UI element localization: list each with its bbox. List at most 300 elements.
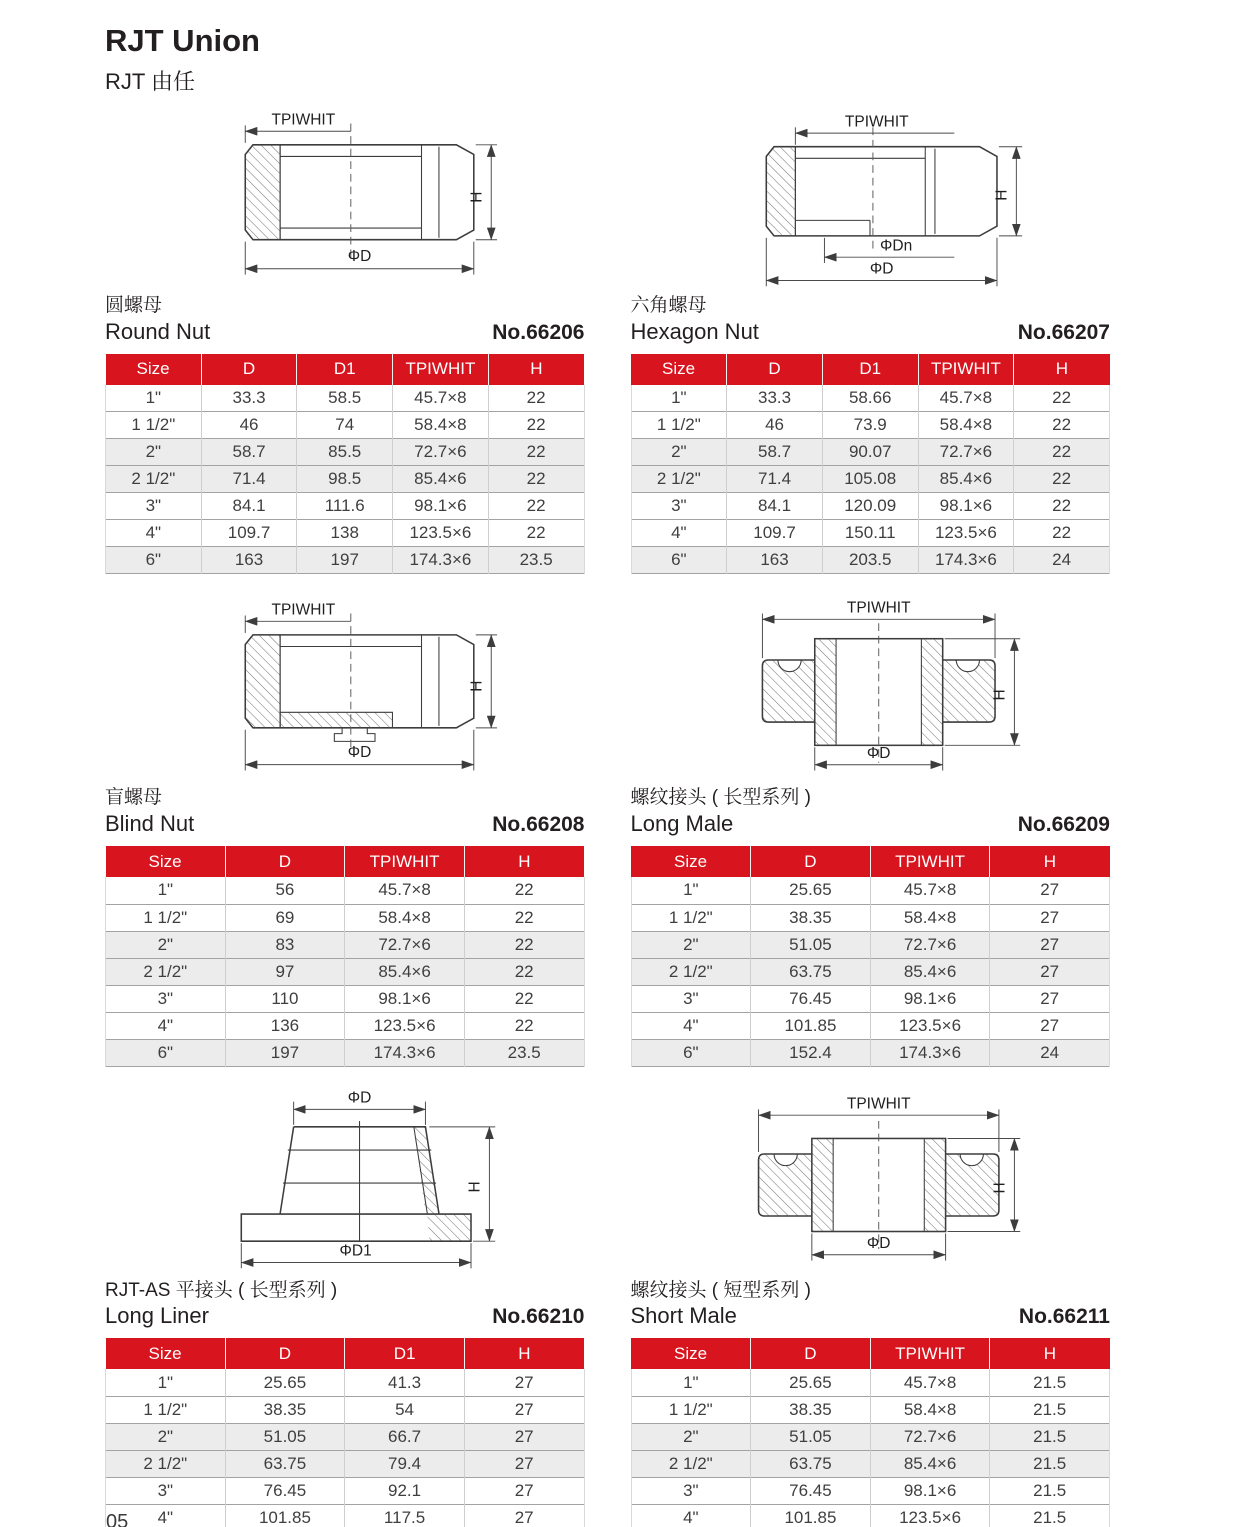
dimension-label-tpiwhit: TPIWHIT xyxy=(847,1095,911,1113)
table-row xyxy=(631,1423,1110,1450)
dimension-label-d: ΦD xyxy=(867,744,891,762)
table-cell: 74 xyxy=(297,412,393,439)
table-cell: 45.7×8 xyxy=(345,877,465,904)
part-number: No.66210 xyxy=(492,1305,585,1329)
part-number: No.66211 xyxy=(1018,1305,1110,1329)
table-cell: 21.5 xyxy=(990,1396,1110,1423)
section-title-en: Hexagon Nut xyxy=(630,318,759,344)
table-cell: 46 xyxy=(201,412,297,439)
table-cell: 72.7×6 xyxy=(345,931,465,958)
section-title-cn: 螺纹接头 ( 长型系列 ) xyxy=(630,787,811,809)
table-cell: 76.45 xyxy=(751,1477,871,1504)
table-cell: 101.85 xyxy=(225,1504,345,1527)
round-nut-drawing-svg xyxy=(185,108,505,292)
table-cell: 45.7×8 xyxy=(393,385,489,412)
table-cell: 1" xyxy=(631,385,727,412)
sections-grid xyxy=(105,106,1110,1527)
table-cell: 85.4×6 xyxy=(393,466,489,493)
table-cell: 21.5 xyxy=(990,1423,1110,1450)
table-cell: 27 xyxy=(990,877,1110,904)
short-male-table xyxy=(631,1338,1111,1527)
table-cell: 27 xyxy=(464,1423,584,1450)
table-row xyxy=(106,493,585,520)
table-cell: 163 xyxy=(201,547,297,574)
hexagon-nut-drawing-svg xyxy=(710,106,1030,295)
table-cell: 66.7 xyxy=(345,1423,465,1450)
table-row xyxy=(106,904,585,931)
table-cell: 123.5×6 xyxy=(345,1012,465,1039)
table-cell: 1 1/2" xyxy=(631,904,751,931)
table-cell: 123.5×6 xyxy=(870,1012,990,1039)
section-round-nut xyxy=(105,106,585,574)
table-cell: 84.1 xyxy=(201,493,297,520)
table-row xyxy=(106,1039,585,1066)
table-cell: 71.4 xyxy=(727,466,823,493)
column-header: D xyxy=(727,354,823,385)
table-cell: 27 xyxy=(464,1477,584,1504)
table-cell: 138 xyxy=(297,520,393,547)
table-cell: 27 xyxy=(990,958,1110,985)
table-cell: 71.4 xyxy=(201,466,297,493)
dimension-label-tpiwhit: TPIWHIT xyxy=(845,112,909,130)
table-cell: 21.5 xyxy=(990,1504,1110,1527)
column-header: D1 xyxy=(822,354,918,385)
table-cell: 22 xyxy=(464,904,584,931)
section-title-en: Blind Nut xyxy=(105,811,195,837)
table-row xyxy=(631,1477,1110,1504)
table-row xyxy=(631,877,1110,904)
table-cell: 85.5 xyxy=(297,439,393,466)
table-cell: 120.09 xyxy=(822,493,918,520)
table-cell: 58.4×8 xyxy=(918,412,1014,439)
table-cell: 22 xyxy=(1014,385,1110,412)
table-cell: 2" xyxy=(106,1423,226,1450)
hexagon-nut-drawing xyxy=(631,106,1111,294)
table-cell: 83 xyxy=(225,931,345,958)
table-cell: 22 xyxy=(488,493,584,520)
table-cell: 90.07 xyxy=(822,439,918,466)
table-row xyxy=(631,1039,1110,1066)
dimension-label-tpiwhit: TPIWHIT xyxy=(271,111,335,129)
table-cell: 22 xyxy=(488,439,584,466)
table-cell: 3" xyxy=(631,1477,751,1504)
table-cell: 25.65 xyxy=(751,1369,871,1396)
section-heading xyxy=(105,786,585,837)
section-long-male xyxy=(631,598,1111,1066)
column-header: TPIWHIT xyxy=(918,354,1014,385)
table-cell: 4" xyxy=(106,1012,226,1039)
table-cell: 2" xyxy=(631,1423,751,1450)
table-cell: 58.7 xyxy=(201,439,297,466)
table-cell: 22 xyxy=(488,520,584,547)
section-title-cn: 六角螺母 xyxy=(630,295,707,317)
table-cell: 109.7 xyxy=(201,520,297,547)
column-header: TPIWHIT xyxy=(870,1338,990,1369)
table-cell: 197 xyxy=(297,547,393,574)
table-cell: 1" xyxy=(631,1369,751,1396)
dimension-label-tpiwhit: TPIWHIT xyxy=(847,599,911,617)
table-cell: 72.7×6 xyxy=(393,439,489,466)
column-header: TPIWHIT xyxy=(345,846,465,877)
table-cell: 101.85 xyxy=(751,1012,871,1039)
table-cell: 23.5 xyxy=(488,547,584,574)
table-cell: 76.45 xyxy=(225,1477,345,1504)
long-liner-drawing xyxy=(105,1091,585,1279)
table-row xyxy=(631,958,1110,985)
column-header: D xyxy=(751,846,871,877)
part-number: No.66209 xyxy=(1017,813,1110,837)
table-cell: 85.4×6 xyxy=(870,1450,990,1477)
section-heading xyxy=(105,1279,585,1330)
table-cell: 21.5 xyxy=(990,1369,1110,1396)
table-cell: 2 1/2" xyxy=(106,958,226,985)
table-cell: 174.3×6 xyxy=(870,1039,990,1066)
table-cell: 22 xyxy=(464,985,584,1012)
table-cell: 98.1×6 xyxy=(393,493,489,520)
blind-nut-drawing-svg xyxy=(185,600,505,784)
table-row xyxy=(106,1450,585,1477)
table-cell: 174.3×6 xyxy=(393,547,489,574)
table-cell: 58.5 xyxy=(297,385,393,412)
blind-nut-drawing xyxy=(105,598,585,786)
table-cell: 58.4×8 xyxy=(345,904,465,931)
section-heading xyxy=(631,1279,1111,1330)
table-cell: 22 xyxy=(1014,466,1110,493)
table-row xyxy=(106,520,585,547)
table-cell: 27 xyxy=(464,1450,584,1477)
table-row xyxy=(631,985,1110,1012)
table-cell: 27 xyxy=(990,985,1110,1012)
table-row xyxy=(106,1504,585,1527)
table-cell: 117.5 xyxy=(345,1504,465,1527)
table-cell: 98.1×6 xyxy=(918,493,1014,520)
table-cell: 58.4×8 xyxy=(870,904,990,931)
table-cell: 4" xyxy=(106,520,202,547)
column-header: TPIWHIT xyxy=(393,354,489,385)
round-nut-drawing xyxy=(105,106,585,294)
table-cell: 72.7×6 xyxy=(870,1423,990,1450)
table-cell: 72.7×6 xyxy=(918,439,1014,466)
column-header: Size xyxy=(631,354,727,385)
table-cell: 4" xyxy=(631,1012,751,1039)
table-cell: 27 xyxy=(464,1504,584,1527)
part-number: No.66207 xyxy=(1017,320,1110,344)
section-heading xyxy=(105,294,585,345)
table-cell: 6" xyxy=(631,1039,751,1066)
table-cell: 123.5×6 xyxy=(870,1504,990,1527)
table-row xyxy=(106,958,585,985)
table-cell: 51.05 xyxy=(225,1423,345,1450)
table-cell: 21.5 xyxy=(990,1477,1110,1504)
dimension-label-d: ΦD xyxy=(867,1235,891,1253)
section-short-male xyxy=(631,1091,1111,1527)
section-title-en: Round Nut xyxy=(105,318,211,344)
table-cell: 92.1 xyxy=(345,1477,465,1504)
table-row xyxy=(106,931,585,958)
table-cell: 6" xyxy=(631,547,727,574)
table-row xyxy=(631,547,1110,574)
table-row xyxy=(106,439,585,466)
table-cell: 3" xyxy=(106,985,226,1012)
table-cell: 1" xyxy=(106,877,226,904)
table-cell: 27 xyxy=(464,1396,584,1423)
table-cell: 174.3×6 xyxy=(345,1039,465,1066)
table-cell: 1 1/2" xyxy=(631,1396,751,1423)
table-cell: 2 1/2" xyxy=(106,466,202,493)
table-cell: 97 xyxy=(225,958,345,985)
table-cell: 2 1/2" xyxy=(631,466,727,493)
table-cell: 84.1 xyxy=(727,493,823,520)
table-cell: 24 xyxy=(990,1039,1110,1066)
dimension-label-d: ΦD xyxy=(347,1090,372,1107)
dimension-label-d: ΦD xyxy=(347,744,372,762)
table-cell: 2" xyxy=(106,439,202,466)
table-cell: 3" xyxy=(631,985,751,1012)
long-male-drawing xyxy=(631,598,1111,786)
section-long-liner xyxy=(105,1091,585,1527)
table-row xyxy=(106,412,585,439)
long-liner-drawing-svg xyxy=(185,1090,505,1279)
table-row xyxy=(631,439,1110,466)
table-cell: 22 xyxy=(488,385,584,412)
section-heading xyxy=(631,294,1111,345)
table-cell: 38.35 xyxy=(751,904,871,931)
section-title-en: Short Male xyxy=(630,1303,737,1329)
section-title-en: Long Liner xyxy=(105,1303,209,1329)
table-row xyxy=(106,547,585,574)
table-cell: 3" xyxy=(106,1477,226,1504)
column-header: Size xyxy=(106,846,226,877)
column-header: H xyxy=(990,1338,1110,1369)
section-title-cn: 圆螺母 xyxy=(105,295,163,317)
table-cell: 85.4×6 xyxy=(870,958,990,985)
table-row xyxy=(631,904,1110,931)
table-cell: 27 xyxy=(990,904,1110,931)
table-cell: 22 xyxy=(464,958,584,985)
table-cell: 197 xyxy=(225,1039,345,1066)
table-cell: 25.65 xyxy=(225,1369,345,1396)
column-header: H xyxy=(990,846,1110,877)
table-cell: 72.7×6 xyxy=(870,931,990,958)
table-cell: 23.5 xyxy=(464,1039,584,1066)
table-cell: 1 1/2" xyxy=(106,1396,226,1423)
table-cell: 41.3 xyxy=(345,1369,465,1396)
table-cell: 1 1/2" xyxy=(631,412,727,439)
table-cell: 63.75 xyxy=(225,1450,345,1477)
table-cell: 1 1/2" xyxy=(106,904,226,931)
table-cell: 54 xyxy=(345,1396,465,1423)
table-cell: 6" xyxy=(106,1039,226,1066)
table-cell: 45.7×8 xyxy=(918,385,1014,412)
table-cell: 105.08 xyxy=(822,466,918,493)
column-header: D1 xyxy=(297,354,393,385)
section-title-cn: 盲螺母 xyxy=(105,787,163,809)
table-cell: 22 xyxy=(1014,412,1110,439)
table-cell: 150.11 xyxy=(822,520,918,547)
blind-nut-table xyxy=(105,846,585,1067)
table-cell: 69 xyxy=(225,904,345,931)
table-cell: 22 xyxy=(488,412,584,439)
column-header: H xyxy=(464,846,584,877)
table-cell: 22 xyxy=(1014,439,1110,466)
table-cell: 58.7 xyxy=(727,439,823,466)
table-cell: 152.4 xyxy=(751,1039,871,1066)
short-male-drawing-svg xyxy=(710,1090,1030,1279)
long-liner-table xyxy=(105,1338,585,1527)
table-cell: 4" xyxy=(631,520,727,547)
table-cell: 163 xyxy=(727,547,823,574)
table-cell: 2" xyxy=(106,931,226,958)
column-header: D xyxy=(225,1338,345,1369)
dimension-label-h: H xyxy=(991,1182,1009,1194)
table-cell: 24 xyxy=(1014,547,1110,574)
table-cell: 1" xyxy=(106,385,202,412)
table-cell: 1" xyxy=(106,1369,226,1396)
column-header: H xyxy=(488,354,584,385)
table-row xyxy=(631,466,1110,493)
hexagon-nut-table xyxy=(631,354,1111,575)
column-header: H xyxy=(464,1338,584,1369)
dimension-label-d: ΦD xyxy=(870,260,894,278)
dimension-label-h: H xyxy=(468,191,486,203)
column-header: D1 xyxy=(345,1338,465,1369)
table-cell: 85.4×6 xyxy=(918,466,1014,493)
table-row xyxy=(106,1012,585,1039)
section-hexagon-nut xyxy=(631,106,1111,574)
table-cell: 63.75 xyxy=(751,1450,871,1477)
table-cell: 45.7×8 xyxy=(870,877,990,904)
table-cell: 2 1/2" xyxy=(631,958,751,985)
table-cell: 38.35 xyxy=(751,1396,871,1423)
table-cell: 22 xyxy=(464,1012,584,1039)
table-cell: 63.75 xyxy=(751,958,871,985)
table-cell: 1 1/2" xyxy=(106,412,202,439)
section-title-cn: RJT-AS 平接头 ( 长型系列 ) xyxy=(105,1279,338,1301)
table-row xyxy=(631,493,1110,520)
table-row xyxy=(631,1369,1110,1396)
table-cell: 38.35 xyxy=(225,1396,345,1423)
table-cell: 110 xyxy=(225,985,345,1012)
table-cell: 33.3 xyxy=(201,385,297,412)
table-row xyxy=(631,931,1110,958)
section-blind-nut xyxy=(105,598,585,1066)
column-header: Size xyxy=(631,1338,751,1369)
table-row xyxy=(106,985,585,1012)
table-cell: 58.66 xyxy=(822,385,918,412)
table-cell: 3" xyxy=(631,493,727,520)
part-number: No.66206 xyxy=(492,320,585,344)
table-row xyxy=(106,466,585,493)
table-cell: 22 xyxy=(464,877,584,904)
long-male-drawing-svg xyxy=(710,598,1030,787)
table-cell: 22 xyxy=(1014,493,1110,520)
table-cell: 27 xyxy=(990,931,1110,958)
table-row xyxy=(631,412,1110,439)
table-row xyxy=(106,1369,585,1396)
page-subtitle: RJT 由任 xyxy=(105,69,196,95)
table-cell: 136 xyxy=(225,1012,345,1039)
table-cell: 6" xyxy=(106,547,202,574)
column-header: H xyxy=(1014,354,1110,385)
table-cell: 2" xyxy=(631,439,727,466)
dimension-label-h: H xyxy=(466,1181,484,1193)
table-cell: 2 1/2" xyxy=(106,1450,226,1477)
short-male-drawing xyxy=(631,1091,1111,1279)
table-cell: 79.4 xyxy=(345,1450,465,1477)
table-row xyxy=(106,1396,585,1423)
table-cell: 21.5 xyxy=(990,1450,1110,1477)
table-row xyxy=(106,1477,585,1504)
dimension-label-d1: ΦD1 xyxy=(339,1242,372,1260)
section-title-cn: 螺纹接头 ( 短型系列 ) xyxy=(630,1279,811,1301)
table-row xyxy=(631,1396,1110,1423)
table-row xyxy=(631,1450,1110,1477)
table-cell: 3" xyxy=(106,493,202,520)
page-title: RJT Union xyxy=(105,23,260,58)
column-header: Size xyxy=(106,354,202,385)
table-cell: 101.85 xyxy=(751,1504,871,1527)
table-cell: 98.1×6 xyxy=(345,985,465,1012)
column-header: D xyxy=(201,354,297,385)
table-cell: 58.4×8 xyxy=(393,412,489,439)
page-header xyxy=(105,24,1110,96)
round-nut-table xyxy=(105,354,585,575)
table-cell: 25.65 xyxy=(751,877,871,904)
table-cell: 56 xyxy=(225,877,345,904)
table-row xyxy=(631,1012,1110,1039)
table-cell: 203.5 xyxy=(822,547,918,574)
table-cell: 98.1×6 xyxy=(870,985,990,1012)
dimension-label-d: ΦD xyxy=(347,248,372,266)
table-cell: 85.4×6 xyxy=(345,958,465,985)
table-cell: 2 1/2" xyxy=(631,1450,751,1477)
dimension-label-h: H xyxy=(993,189,1011,201)
section-title-en: Long Male xyxy=(630,811,734,837)
dimension-label-h: H xyxy=(991,689,1009,701)
dimension-label-tpiwhit: TPIWHIT xyxy=(271,601,335,619)
table-cell: 111.6 xyxy=(297,493,393,520)
table-cell: 123.5×6 xyxy=(393,520,489,547)
table-cell: 4" xyxy=(631,1504,751,1527)
table-cell: 98.5 xyxy=(297,466,393,493)
table-cell: 46 xyxy=(727,412,823,439)
table-row xyxy=(631,385,1110,412)
column-header: TPIWHIT xyxy=(870,846,990,877)
column-header: Size xyxy=(631,846,751,877)
table-row xyxy=(631,520,1110,547)
table-row xyxy=(106,877,585,904)
table-cell: 2" xyxy=(631,931,751,958)
table-cell: 22 xyxy=(1014,520,1110,547)
table-cell: 27 xyxy=(464,1369,584,1396)
table-cell: 1" xyxy=(631,877,751,904)
section-heading xyxy=(631,786,1111,837)
table-cell: 4" xyxy=(106,1504,226,1527)
table-cell: 109.7 xyxy=(727,520,823,547)
table-row xyxy=(631,1504,1110,1527)
column-header: Size xyxy=(106,1338,226,1369)
table-row xyxy=(106,385,585,412)
table-cell: 98.1×6 xyxy=(870,1477,990,1504)
table-cell: 58.4×8 xyxy=(870,1396,990,1423)
table-cell: 123.5×6 xyxy=(918,520,1014,547)
table-cell: 174.3×6 xyxy=(918,547,1014,574)
table-cell: 73.9 xyxy=(822,412,918,439)
table-cell: 45.7×8 xyxy=(870,1369,990,1396)
column-header: D xyxy=(225,846,345,877)
table-cell: 22 xyxy=(488,466,584,493)
table-cell: 51.05 xyxy=(751,1423,871,1450)
